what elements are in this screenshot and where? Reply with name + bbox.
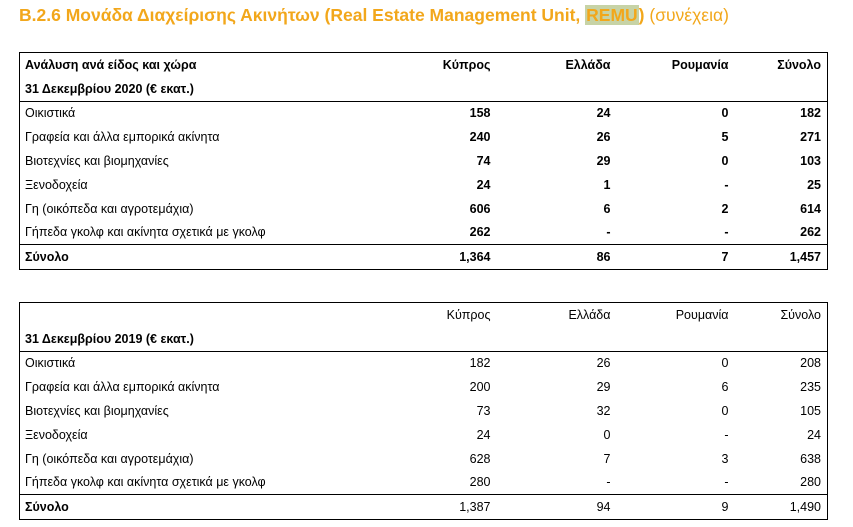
table-total-row: [20, 495, 828, 520]
row-label: Γήπεδα γκολφ και ακίνητα σχετικά με γκολφ: [25, 475, 266, 490]
cell-value: 0: [721, 106, 729, 121]
row-label: Γη (οικόπεδα και αγροτεμάχια): [25, 451, 194, 466]
row-label: Βιοτεχνίες και βιομηχανίες: [25, 404, 169, 419]
table-header-row: [20, 303, 828, 327]
cell-value: 158: [469, 106, 491, 121]
cell-value: -: [606, 475, 611, 490]
table-2019: [19, 302, 828, 520]
cell-value: 235: [800, 380, 821, 395]
cell-value: 24: [476, 177, 491, 192]
cell-value: 6: [603, 201, 611, 216]
cell-value: 7: [603, 451, 611, 466]
cell-value: 6: [721, 380, 729, 395]
cell-value: 26: [596, 130, 611, 145]
title-highlight: REMU: [586, 5, 638, 25]
col-header-cyprus: Κύπρος: [442, 57, 491, 72]
cell-value: 200: [469, 380, 491, 395]
cell-value: 262: [469, 225, 491, 240]
title-main: Β.2.6 Μονάδα Διαχείρισης Ακινήτων (Real Estate Management Unit,: [19, 5, 586, 25]
cell-value: 1,387: [390, 495, 497, 520]
cell-value: 1,490: [735, 495, 828, 520]
col-header-romania: Ρουμανία: [671, 57, 729, 72]
table-row: [20, 399, 828, 423]
cell-value: -: [724, 427, 729, 442]
cell-value: 614: [800, 201, 821, 216]
table-date: 31 Δεκεμβρίου 2020 (€ εκατ.): [20, 77, 390, 101]
col-header-cyprus: Κύπρος: [446, 307, 491, 322]
col-header-romania: Ρουμανία: [675, 307, 729, 322]
cell-value: 0: [721, 404, 729, 419]
cell-value: 628: [469, 451, 491, 466]
cell-value: 32: [596, 404, 611, 419]
table-row: [20, 125, 828, 149]
cell-value: 606: [469, 201, 491, 216]
cell-value: 7: [617, 245, 735, 270]
row-label: Βιοτεχνίες και βιομηχανίες: [25, 154, 169, 169]
row-label: Γήπεδα γκολφ και ακίνητα σχετικά με γκολφ: [25, 225, 266, 240]
cell-value: 1: [603, 177, 611, 192]
row-label: Ξενοδοχεία: [25, 427, 88, 442]
table-row: [20, 423, 828, 447]
table-date-row: [20, 327, 828, 351]
cell-value: 280: [800, 475, 821, 490]
cell-value: -: [724, 225, 729, 240]
title-suffix: (συνέχεια): [644, 5, 729, 25]
row-label: Γραφεία και άλλα εμπορικά ακίνητα: [25, 130, 220, 145]
row-label: Ξενοδοχεία: [25, 177, 88, 192]
row-label: Οικιστικά: [25, 356, 76, 371]
table-row: [20, 173, 828, 197]
page-title: [19, 5, 729, 26]
cell-value: 3: [721, 451, 729, 466]
table-2020: [19, 52, 828, 270]
cell-value: 271: [800, 130, 821, 145]
table-row: [20, 375, 828, 399]
cell-value: -: [606, 225, 611, 240]
cell-value: 25: [807, 177, 821, 192]
cell-value: 105: [800, 404, 821, 419]
table-row: [20, 221, 828, 245]
col-header-greece: Ελλάδα: [568, 307, 611, 322]
cell-value: 182: [800, 106, 821, 121]
cell-value: 1,364: [390, 245, 497, 270]
table-heading: Ανάλυση ανά είδος και χώρα: [25, 57, 197, 72]
cell-value: 638: [800, 451, 821, 466]
cell-value: 240: [469, 130, 491, 145]
cell-value: 29: [596, 154, 611, 169]
col-header-total: Σύνολο: [777, 57, 821, 72]
cell-value: 73: [476, 404, 491, 419]
table-row: [20, 471, 828, 495]
cell-value: 208: [800, 356, 821, 371]
cell-value: 0: [721, 356, 729, 371]
cell-value: 74: [476, 154, 491, 169]
row-label: Γραφεία και άλλα εμπορικά ακίνητα: [25, 380, 220, 395]
table-date: 31 Δεκεμβρίου 2019 (€ εκατ.): [20, 327, 390, 351]
cell-value: -: [724, 475, 729, 490]
cell-value: 262: [800, 225, 821, 240]
table-date-row: [20, 77, 828, 101]
cell-value: 24: [476, 427, 491, 442]
cell-value: 103: [800, 154, 821, 169]
table-row: [20, 351, 828, 375]
cell-value: 9: [617, 495, 735, 520]
cell-value: 1,457: [735, 245, 828, 270]
cell-value: 182: [469, 356, 491, 371]
col-header-total: Σύνολο: [780, 307, 821, 322]
cell-value: -: [724, 177, 729, 192]
cell-value: 5: [721, 130, 729, 145]
table-row: [20, 447, 828, 471]
cell-value: 24: [807, 427, 821, 442]
table-row: [20, 101, 828, 125]
title-close: ): [638, 5, 645, 25]
row-label: Οικιστικά: [25, 106, 76, 121]
cell-value: 2: [721, 201, 729, 216]
table-row: [20, 149, 828, 173]
cell-value: 86: [497, 245, 617, 270]
cell-value: 280: [469, 475, 491, 490]
table-header-row: [20, 53, 828, 77]
table-total-row: [20, 245, 828, 270]
cell-value: 94: [497, 495, 617, 520]
cell-value: 29: [596, 380, 611, 395]
cell-value: 26: [596, 356, 611, 371]
col-header-greece: Ελλάδα: [565, 57, 611, 72]
row-label: Γη (οικόπεδα και αγροτεμάχια): [25, 201, 194, 216]
row-label: Σύνολο: [20, 495, 390, 520]
cell-value: 0: [721, 154, 729, 169]
cell-value: 0: [603, 427, 611, 442]
cell-value: 24: [596, 106, 611, 121]
table-row: [20, 197, 828, 221]
row-label: Σύνολο: [20, 245, 390, 270]
